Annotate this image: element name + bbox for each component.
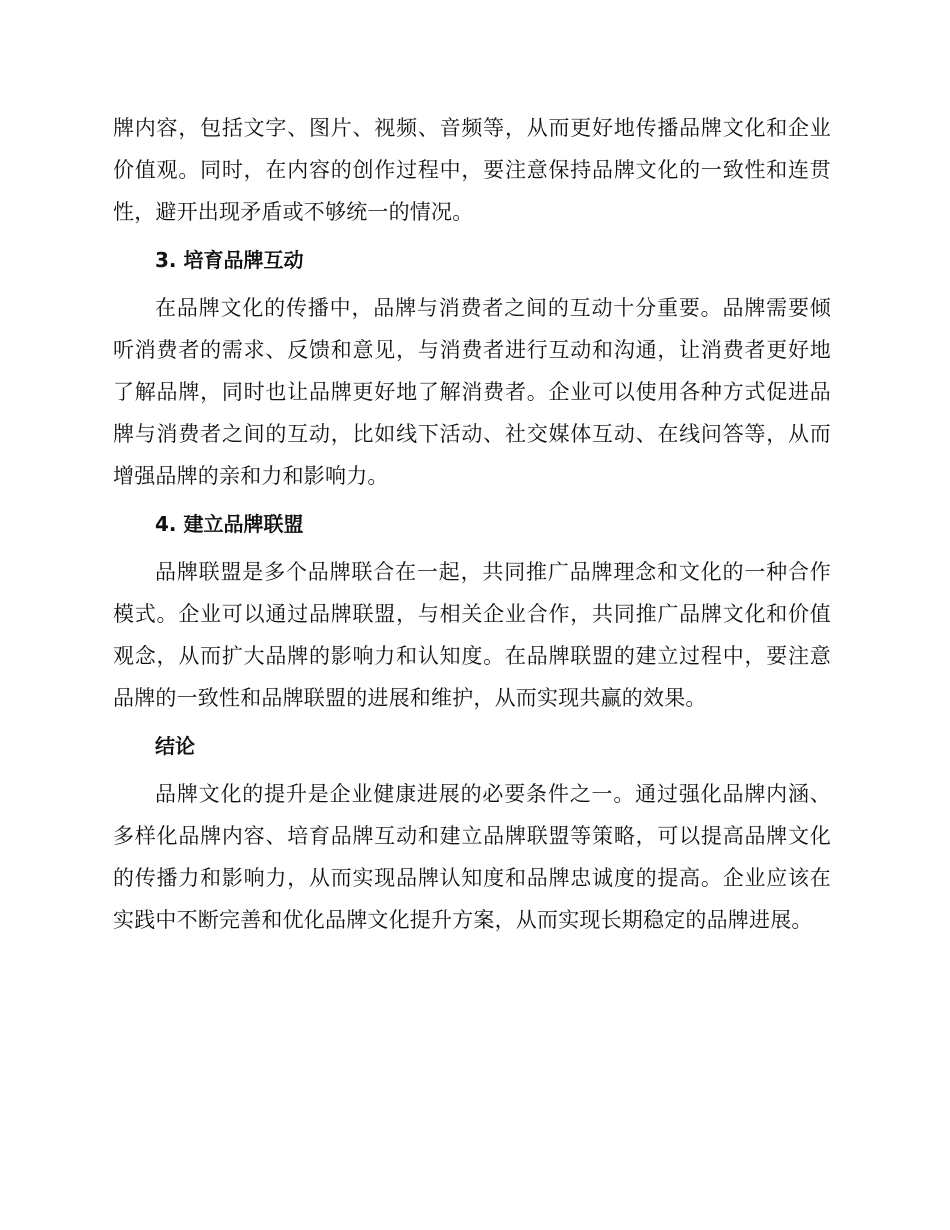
paragraph-conclusion: 品牌文化的提升是企业健康进展的必要条件之一。通过强化品牌内涵、多样化品牌内容、培育品牌互动和建立品牌联盟等策略，可以提高品牌文化的传播力和影响力，从而实现品牌认知度和品牌忠诚度的提高。企业应该在实践中不断完善和优化品牌文化提升方案，从而实现长期稳定的品牌进展。 [113, 782, 831, 932]
section-heading-4: 4. 建立品牌联盟 [155, 512, 304, 536]
section-heading-3: 3. 培育品牌互动 [155, 248, 304, 272]
document-page [113, 107, 831, 941]
paragraph-continued: 牌内容，包括文字、图片、视频、音频等，从而更好地传播品牌文化和企业价值观。同时，在内容的创作过程中，要注意保持品牌文化的一致性和连贯性，避开出现矛盾或不够统一的情况。 [113, 116, 831, 224]
paragraph-brand-interaction: 在品牌文化的传播中，品牌与消费者之间的互动十分重要。品牌需要倾听消费者的需求、反馈和意见，与消费者进行互动和沟通，让消费者更好地了解品牌，同时也让品牌更好地了解消费者。企业可以使用各种方式促进品牌与消费者之间的互动，比如线下活动、社交媒体互动、在线问答等，从而增强品牌的亲和力和影响力。 [113, 296, 831, 488]
paragraph-brand-alliance: 品牌联盟是多个品牌联合在一起，共同推广品牌理念和文化的一种合作模式。企业可以通过品牌联盟，与相关企业合作，共同推广品牌文化和价值观念，从而扩大品牌的影响力和认知度。在品牌联盟的建立过程中，要注意品牌的一致性和品牌联盟的进展和维护，从而实现共赢的效果。 [113, 560, 831, 710]
section-heading-conclusion: 结论 [155, 734, 195, 758]
